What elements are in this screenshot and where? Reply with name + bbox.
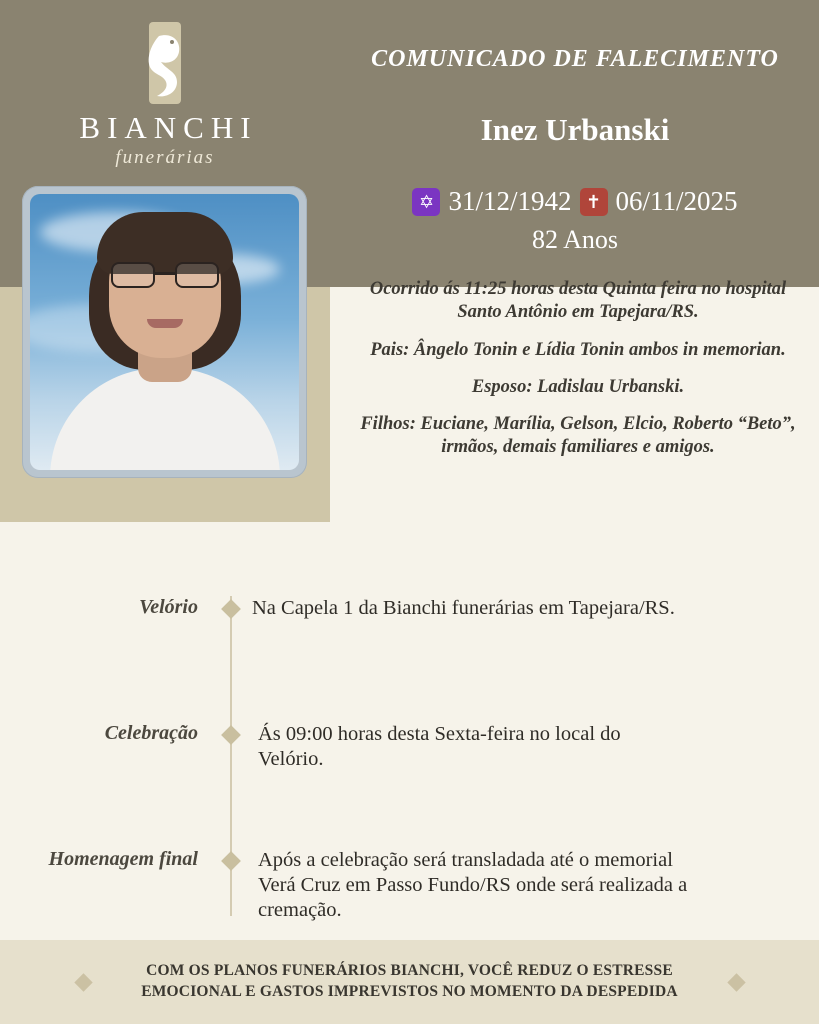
age-text: 82 Anos xyxy=(532,225,618,254)
mouth xyxy=(147,319,183,328)
deceased-photo-frame xyxy=(22,186,307,478)
details-block xyxy=(340,278,816,474)
diamond-bullet-icon xyxy=(221,851,241,871)
deceased-photo xyxy=(30,194,299,470)
schedule-text: Após a celebração será transladada até o memorial Verá Cruz em Passo Fundo/RS onde será realizada a cremação. xyxy=(258,849,688,921)
detail-paragraph: Esposo: Ladislau Urbanski. xyxy=(471,376,685,397)
death-date: 06/11/2025 xyxy=(615,186,738,216)
footer-line-1: COM OS PLANOS FUNERÁRIOS BIANCHI, VOCÊ REDUZ O ESTRESSE xyxy=(146,962,673,980)
schedule-item-homenagem-final xyxy=(0,848,819,923)
schedule-text: Na Capela 1 da Bianchi funerárias em Tapejara/RS. xyxy=(252,597,675,619)
schedule-item-velorio xyxy=(0,596,819,621)
diamond-bullet-icon xyxy=(727,973,745,991)
dates-row xyxy=(340,186,810,217)
detail-paragraph: Ocorrido ás 11:25 horas desta Quinta feira no hospital Santo Antônio em Tapejara/RS. xyxy=(369,279,787,323)
schedule-label: Celebração xyxy=(104,722,198,744)
glasses-icon xyxy=(111,262,219,288)
brand-tagline: funerárias xyxy=(115,147,215,168)
detail-paragraph: Filhos: Euciane, Marília, Gelson, Elcio, Roberto “Beto”, irmãos, demais familiares e amigos. xyxy=(360,414,796,458)
schedule-item-celebracao xyxy=(0,722,819,772)
brand-name: BIANCHI xyxy=(79,110,258,145)
schedule-text: Ás 09:00 horas desta Sexta-feira no local do Velório. xyxy=(258,723,621,770)
footer-banner xyxy=(0,940,819,1024)
diamond-bullet-icon xyxy=(221,599,241,619)
cross-icon: ✝ xyxy=(580,188,608,216)
schedule-label: Velório xyxy=(139,596,198,618)
diamond-bullet-icon xyxy=(221,725,241,745)
dove-logo-icon xyxy=(129,20,201,106)
brand-logo xyxy=(0,20,330,169)
birth-date: 31/12/1942 xyxy=(448,186,572,216)
shoulders xyxy=(50,368,280,470)
page-title: COMUNICADO DE FALECIMENTO xyxy=(371,46,779,72)
schedule-label: Homenagem final xyxy=(48,848,198,870)
deceased-name: Inez Urbanski xyxy=(480,112,670,147)
footer-text xyxy=(90,961,730,1003)
star-of-david-icon: ✡ xyxy=(412,188,440,216)
detail-paragraph: Pais: Ângelo Tonin e Lídia Tonin ambos in memorian. xyxy=(370,339,786,360)
footer-line-2: EMOCIONAL E GASTOS IMPREVISTOS NO MOMENTO DA DESPEDIDA xyxy=(141,983,678,1000)
portrait-illustration xyxy=(30,194,299,470)
